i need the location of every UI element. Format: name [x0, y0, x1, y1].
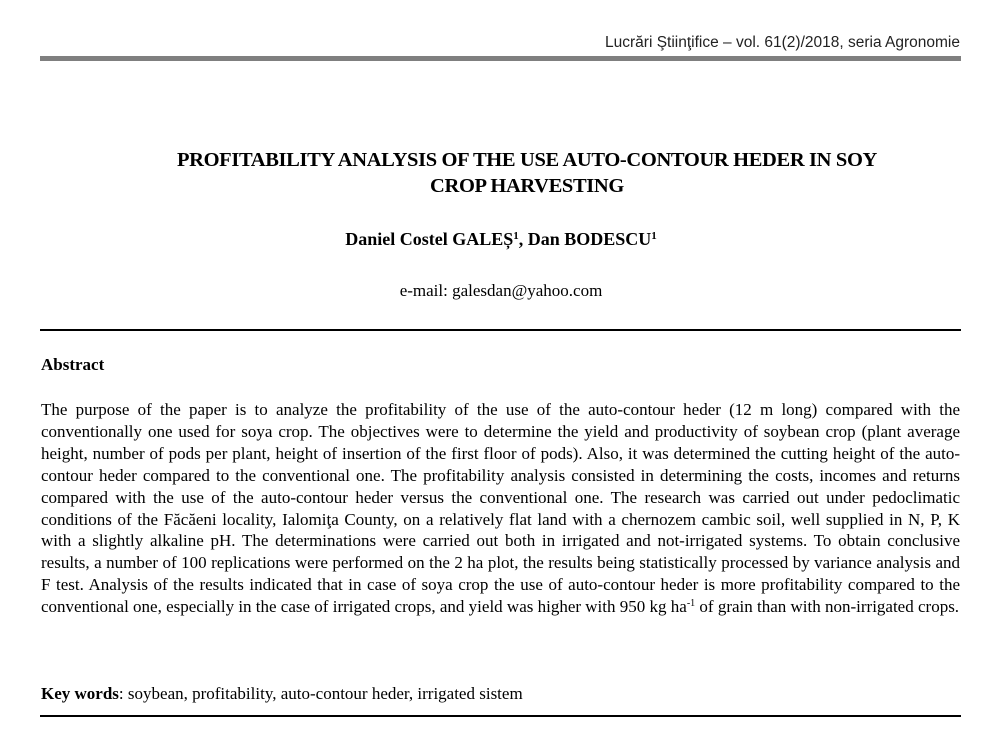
title-line-2: CROP HARVESTING [430, 175, 624, 197]
keywords-separator: : [118, 684, 128, 703]
author-separator: , [518, 229, 528, 249]
abstract-heading: Abstract [41, 355, 105, 374]
author-affiliation: 1 [651, 230, 657, 242]
abstract-bottom-rule [40, 715, 961, 717]
contact-email: e-mail: galesdan@yahoo.com [399, 281, 603, 300]
abstract-body [41, 399, 960, 618]
abstract-text: The purpose of the paper is to analyze the profitability of the use of the auto-contour heder (12 m long) compared with the conventionally one used for soya crop. The objectives were to determine the yield and productivity of soybean crop (plant average height, number of pods per plant, height of insertion of the first floor of pods). Also, it was determined the cutting height of the auto-contour heder compared to the conventional one. The profitability analysis consisted in determining the costs, incomes and returns compared with the use of the auto-contour heder versus the conventional one. The research was carried out under pedoclimatic conditions of the Făcăeni locality, Ialomiţa County, on a relatively flat land with a chernozem cambic soil, well supplied in N, P, K with a slightly alkaline pH. The determinations were carried out both in irrigated and not-irrigated systems. To obtain conclusive results, a number of 100 replications were performed on the 2 ha plot, the results being statistically processed by variance analysis and F test. Analysis of the results indicated that in case of soya crop the use of auto-contour heder is more profitability compared to the conventional one, especially in the case of irrigated crops, and yield was higher with 950 kg ha [41, 400, 960, 617]
keywords [41, 684, 523, 704]
keywords-value: soybean, profitability, auto-contour heder, irrigated sistem [127, 684, 523, 703]
running-head: Lucrări Ştiinţifice – vol. 61(2)/2018, seria Agronomie [605, 34, 960, 51]
keywords-label: Key words [41, 684, 119, 703]
abstract-text-end: of grain than with non-irrigated crops. [695, 597, 960, 617]
title-line-1: PROFITABILITY ANALYSIS OF THE USE AUTO-CONTOUR HEDER IN SOY [176, 149, 878, 171]
author-name: Daniel Costel GALEȘ [345, 229, 514, 249]
paper-title [100, 147, 954, 199]
unit-exponent: -1 [686, 598, 696, 610]
author-name: Dan BODESCU [527, 229, 652, 249]
abstract-top-rule [40, 329, 961, 331]
author-affiliation: 1 [513, 230, 519, 242]
author-list [0, 229, 1002, 250]
header-rule [40, 56, 961, 61]
